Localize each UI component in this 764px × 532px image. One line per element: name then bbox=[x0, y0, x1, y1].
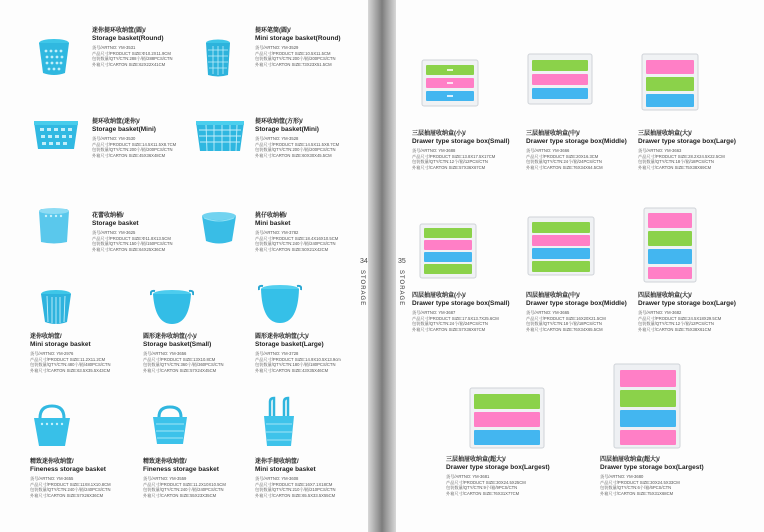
product-item bbox=[92, 118, 176, 158]
spine-label-left: STORAGE bbox=[359, 270, 365, 307]
product-size: 产品尺寸/PRODUCT SIZE:10.5X11.5CM bbox=[255, 50, 331, 56]
carton-size: 外箱尺寸/CARTON SIZE:55X23X35CM bbox=[143, 492, 217, 498]
spine-label-right: STORAGE bbox=[398, 270, 404, 307]
carton-size: 外箱尺寸/CARTON SIZE:57X24X45CM bbox=[143, 367, 217, 373]
product-name-en: Fineness storage basket bbox=[143, 466, 219, 473]
product-name-en: Storage basket bbox=[92, 220, 139, 227]
fineness-basket-2-image bbox=[150, 404, 190, 446]
product-size: 产品尺寸/PRODUCT SIZE:14.5X11.5X8.7CM bbox=[92, 141, 177, 147]
product-name-en: Storage basket(Small) bbox=[143, 341, 212, 348]
art-number: 货号/ARTNO: YM-3681 bbox=[446, 474, 490, 479]
product-name-cn: 精致迷你收纳筐/ bbox=[143, 459, 187, 465]
drawer-box-3-largest-image bbox=[468, 386, 546, 450]
product-name-en: Fineness storage basket bbox=[30, 466, 106, 473]
product-name-en: Mini storage basket bbox=[255, 466, 316, 473]
product-name-cn: 四层抽屉收纳盒(小)/ bbox=[412, 293, 466, 299]
carton-size: 外箱尺寸/CARTON SIZE:75X38X69CM bbox=[638, 164, 712, 170]
art-number: 货号/ARTNO: YM-3682 bbox=[638, 310, 682, 315]
product-name-cn: 提环笔筒(圆)/ bbox=[255, 28, 291, 34]
art-number: 货号/ARTNO: YM-3531 bbox=[92, 45, 136, 50]
art-number: 货号/ARTNO: YM-3665 bbox=[526, 310, 570, 315]
quantity-per-carton: 包装数量/QTY/CTN:12个/箱/12PCS/CTN bbox=[412, 159, 488, 165]
art-number: 货号/ARTNO: YM-3608 bbox=[255, 476, 299, 481]
product-name-cn: 精致迷你收纳筐/ bbox=[30, 459, 74, 465]
carton-size: 外箱尺寸/CARTON SIZE:76X34X65.5CM bbox=[526, 326, 603, 332]
carton-size: 外箱尺寸/CARTON SIZE:75X38X61CM bbox=[638, 326, 712, 332]
quantity-per-carton: 包装数量/QTY/CTN:240个/箱/240PCS/CTN bbox=[30, 487, 111, 493]
quantity-per-carton: 包装数量/QTY/CTN:210个/箱/210PCS/CTN bbox=[255, 487, 336, 493]
quantity-per-carton: 包装数量/QTY/CTN:480个/箱/480PCS/CTN bbox=[30, 362, 111, 368]
product-name-en: Drawer type storage box(Largest) bbox=[446, 464, 550, 471]
quantity-per-carton: 包装数量/QTY/CTN:150个/箱/150PCS/CTN bbox=[92, 241, 173, 247]
product-size: 产品尺寸/PRODUCT SIZE:11.2X11.2CM bbox=[30, 356, 106, 362]
product-item bbox=[92, 212, 173, 252]
round-basket-large-image bbox=[258, 283, 302, 325]
product-name-en: Drawer type storage box(Largest) bbox=[600, 464, 704, 471]
quantity-per-carton: 包装数量/QTY/CTN:6个/箱/6PCS/CTN bbox=[600, 485, 672, 491]
product-item bbox=[92, 27, 173, 67]
product-size: 产品尺寸/PRODUCT SIZE:Φ10.2X11.9CM bbox=[92, 50, 171, 56]
product-name-cn: 三层抽屉收纳盒(超大)/ bbox=[446, 457, 506, 463]
product-item bbox=[638, 130, 736, 170]
quantity-per-carton: 包装数量/QTY/CTN:18个/箱/18PCS/CTN bbox=[526, 321, 602, 327]
page-number-right: 35 bbox=[398, 258, 406, 265]
product-name-cn: 迷你手提收纳筐/ bbox=[255, 459, 299, 465]
art-number: 货号/ARTNO: YM-3625 bbox=[92, 230, 136, 235]
round-storage-basket-image bbox=[36, 37, 72, 77]
book-gutter bbox=[368, 0, 396, 532]
product-name-cn: 花蕾收纳桶/ bbox=[92, 213, 124, 219]
quantity-per-carton: 包装数量/QTY/CTN:288个/箱/288PCS/CTN bbox=[92, 56, 173, 62]
product-size: 产品尺寸/PRODUCT SIZE:14.5X11.5X8.7CM bbox=[255, 141, 340, 147]
drawer-box-3-small-image bbox=[420, 58, 480, 108]
art-number: 货号/ARTNO: YM-3529 bbox=[255, 45, 299, 50]
product-size: 产品尺寸/PRODUCT SIZE:13.8X17.5X17CM bbox=[412, 153, 496, 159]
product-item bbox=[143, 458, 226, 498]
flower-storage-bucket-image bbox=[36, 205, 72, 245]
mini-storage-basket-image bbox=[32, 118, 80, 152]
art-number: 货号/ARTNO: YM-2976 bbox=[30, 351, 74, 356]
product-name-en: Drawer type storage box(Large) bbox=[638, 300, 736, 307]
quantity-per-carton: 包装数量/QTY/CTN:240个/箱/240PCS/CTN bbox=[143, 487, 224, 493]
product-item bbox=[638, 292, 736, 332]
product-size: 产品尺寸/PRODUCT SIZE:Φ11.8X13.5CM bbox=[92, 235, 171, 241]
art-number: 货号/ARTNO: YM-3680 bbox=[600, 474, 644, 479]
product-name-en: Mini storage basket(Round) bbox=[255, 35, 341, 42]
art-number: 货号/ARTNO: YM-3666 bbox=[526, 148, 570, 153]
product-name-cn: 迷你提环收纳筐(圆)/ bbox=[92, 28, 146, 34]
product-name-cn: 圆形迷你收纳筐(小)/ bbox=[143, 334, 197, 340]
product-size: 产品尺寸/PRODUCT SIZE:18.4X16X10.5CM bbox=[255, 235, 339, 241]
drawer-box-4-largest-image bbox=[612, 362, 682, 450]
carton-size: 外箱尺寸/CARTON SIZE:73X23X51.5CM bbox=[255, 61, 332, 67]
product-item bbox=[255, 212, 338, 252]
carton-size: 外箱尺寸/CARTON SIZE:57X26X36CM bbox=[30, 492, 104, 498]
product-name-cn: 四层抽屉收纳盒(大)/ bbox=[638, 293, 692, 299]
quantity-per-carton: 包装数量/QTY/CTN:200个/箱/200PCS/CTN bbox=[92, 147, 173, 153]
mini-tub-basket-image bbox=[200, 210, 238, 246]
carton-size: 外箱尺寸/CARTON SIZE:50X21X42CM bbox=[255, 246, 329, 252]
product-size: 产品尺寸/PRODUCT SIZE:30X24.5X25CM bbox=[446, 479, 526, 485]
product-name-en: Drawer type storage box(Small) bbox=[412, 138, 510, 145]
product-size: 产品尺寸/PRODUCT SIZE:11.2X10X10.5CM bbox=[143, 481, 226, 487]
product-size: 产品尺寸/PRODUCT SIZE:13X10.8CM bbox=[143, 356, 216, 362]
drawer-box-3-large-image bbox=[640, 52, 700, 112]
carton-size: 外箱尺寸/CARTON SIZE:62X22X41CM bbox=[92, 61, 166, 67]
product-name-en: Storage basket(Mini) bbox=[255, 126, 319, 133]
carton-size: 外箱尺寸/CARTON SIZE:63.5X35.5X43CM bbox=[30, 367, 111, 373]
product-name-cn: 三层抽屉收纳盒(大)/ bbox=[638, 131, 692, 137]
product-name-en: Mini basket bbox=[255, 220, 291, 227]
carton-size: 外箱尺寸/CARTON SIZE:64X25X36CM bbox=[92, 246, 166, 252]
catalog-page-right bbox=[396, 0, 764, 532]
product-name-en: Mini storage basket bbox=[30, 341, 91, 348]
quantity-per-carton: 包装数量/QTY/CTN:24个/箱/24PCS/CTN bbox=[412, 321, 488, 327]
product-item bbox=[526, 292, 627, 332]
round-basket-small-image bbox=[150, 288, 194, 326]
carton-size: 外箱尺寸/CARTON SIZE:75X31X68CM bbox=[600, 490, 674, 496]
product-name-en: Drawer type storage box(Middle) bbox=[526, 300, 627, 307]
product-name-cn: 圆形迷你收纳筐(大)/ bbox=[255, 334, 309, 340]
product-name-cn: 提环收纳筐(方形)/ bbox=[255, 119, 303, 125]
product-item bbox=[412, 292, 510, 332]
product-name-cn: 挑仔收纳桶/ bbox=[255, 213, 287, 219]
carton-size: 外箱尺寸/CARTON SIZE:57X36X67CM bbox=[412, 164, 486, 170]
art-number: 货号/ARTNO: YM-3655 bbox=[30, 476, 74, 481]
quantity-per-carton: 包装数量/QTY/CTN:18个/箱/18PCS/CTN bbox=[638, 159, 714, 165]
art-number: 货号/ARTNO: YM-3530 bbox=[92, 136, 136, 141]
carton-size: 外箱尺寸/CARTON SIZE:45X36X48CM bbox=[92, 152, 166, 158]
carton-size: 外箱尺寸/CARTON SIZE:43X35X46CM bbox=[255, 367, 329, 373]
carton-size: 外箱尺寸/CARTON SIZE:76X34X64.5CM bbox=[526, 164, 603, 170]
product-item bbox=[30, 333, 111, 373]
product-name-cn: 三层抽屉收纳盒(小)/ bbox=[412, 131, 466, 137]
fineness-basket-1-image bbox=[30, 404, 74, 448]
quantity-per-carton: 包装数量/QTY/CTN:24个/箱/24PCS/CTN bbox=[526, 159, 602, 165]
product-name-cn: 三层抽屉收纳盒(中)/ bbox=[526, 131, 580, 137]
drawer-box-4-middle-image bbox=[526, 215, 596, 277]
product-item bbox=[30, 458, 111, 498]
art-number: 货号/ARTNO: YM-3656 bbox=[143, 351, 187, 356]
product-item bbox=[143, 333, 224, 373]
product-name-en: Storage basket(Mini) bbox=[92, 126, 156, 133]
product-item bbox=[600, 456, 704, 496]
product-size: 产品尺寸/PRODUCT SIZE:28.2X24.5X22.5CM bbox=[638, 153, 725, 159]
quantity-per-carton: 包装数量/QTY/CTN:200个/箱/200PCS/CTN bbox=[255, 56, 336, 62]
quantity-per-carton: 包装数量/QTY/CTN:180个/箱/180PCS/CTN bbox=[255, 362, 336, 368]
drawer-box-4-large-image bbox=[642, 206, 698, 284]
product-item bbox=[255, 458, 336, 498]
product-name-en: Drawer type storage box(Small) bbox=[412, 300, 510, 307]
drawer-box-4-small-image bbox=[418, 222, 478, 280]
art-number: 货号/ARTNO: YM-3782 bbox=[255, 230, 299, 235]
quantity-per-carton: 包装数量/QTY/CTN:360个/箱/360PCS/CTN bbox=[143, 362, 224, 368]
product-item bbox=[526, 130, 627, 170]
product-item bbox=[255, 27, 341, 67]
drawer-box-3-middle-image bbox=[526, 52, 594, 106]
art-number: 货号/ARTNO: YM-3687 bbox=[412, 310, 456, 315]
product-size: 产品尺寸/PRODUCT SIZE:16X20X21.5CM bbox=[526, 315, 606, 321]
carton-size: 外箱尺寸/CARTON SIZE:60X30X45.5CM bbox=[255, 152, 332, 158]
product-item bbox=[255, 118, 339, 158]
product-name-cn: 提环收纳筐(迷你)/ bbox=[92, 119, 140, 125]
carton-size: 外箱尺寸/CARTON SIZE:57X36X67CM bbox=[412, 326, 486, 332]
product-name-en: Storage basket(Large) bbox=[255, 341, 324, 348]
art-number: 货号/ARTNO: YM-3663 bbox=[638, 148, 682, 153]
quantity-per-carton: 包装数量/QTY/CTN:9个/箱/9PCS/CTN bbox=[446, 485, 518, 491]
product-size: 产品尺寸/PRODUCT SIZE:11X8.1X10.8CM bbox=[30, 481, 111, 487]
product-size: 产品尺寸/PRODUCT SIZE:24.5X18X29.5CM bbox=[638, 315, 722, 321]
art-number: 货号/ARTNO: YM-3528 bbox=[255, 136, 299, 141]
product-size: 产品尺寸/PRODUCT SIZE:14.9X10.5X13.9cm bbox=[255, 356, 341, 362]
square-storage-basket-image bbox=[194, 118, 246, 154]
product-size: 产品尺寸/PRODUCT SIZE:30X24.5X33CM bbox=[600, 479, 680, 485]
product-size: 产品尺寸/PRODUCT SIZE:17.5X13.7X25.6CM bbox=[412, 315, 499, 321]
mini-storage-basket-2-image bbox=[38, 288, 74, 326]
carton-size: 外箱尺寸/CARTON SIZE:76X31X77CM bbox=[446, 490, 520, 496]
carton-size: 外箱尺寸/CARTON SIZE:65.5X33.5X55CM bbox=[255, 492, 336, 498]
product-size: 产品尺寸/PRODUCT SIZE:20X16.3CM bbox=[526, 153, 599, 159]
quantity-per-carton: 包装数量/QTY/CTN:12个/箱/12PCS/CTN bbox=[638, 321, 714, 327]
catalog-page-left bbox=[0, 0, 368, 532]
quantity-per-carton: 包装数量/QTY/CTN:240个/箱/240PCS/CTN bbox=[255, 241, 336, 247]
mini-handle-basket-image bbox=[262, 396, 296, 448]
art-number: 货号/ARTNO: YM-3688 bbox=[412, 148, 456, 153]
product-name-en: Storage basket(Round) bbox=[92, 35, 164, 42]
product-name-en: Drawer type storage box(Large) bbox=[638, 138, 736, 145]
product-item bbox=[255, 333, 341, 373]
art-number: 货号/ARTNO: YM-3728 bbox=[255, 351, 299, 356]
product-item bbox=[412, 130, 510, 170]
art-number: 货号/ARTNO: YM-3559 bbox=[143, 476, 187, 481]
mini-round-basket-image bbox=[203, 38, 233, 78]
product-size: 产品尺寸/PRODUCT SIZE:16X7.1X18CM bbox=[255, 481, 333, 487]
product-item bbox=[446, 456, 550, 496]
product-name-cn: 四层抽屉收纳盒(超大)/ bbox=[600, 457, 660, 463]
quantity-per-carton: 包装数量/QTY/CTN:200个/箱/200PCS/CTN bbox=[255, 147, 336, 153]
product-name-cn: 四层抽屉收纳盒(中)/ bbox=[526, 293, 580, 299]
product-name-en: Drawer type storage box(Middle) bbox=[526, 138, 627, 145]
page-number-left: 34 bbox=[360, 258, 368, 265]
product-name-cn: 迷你收纳筐/ bbox=[30, 334, 62, 340]
